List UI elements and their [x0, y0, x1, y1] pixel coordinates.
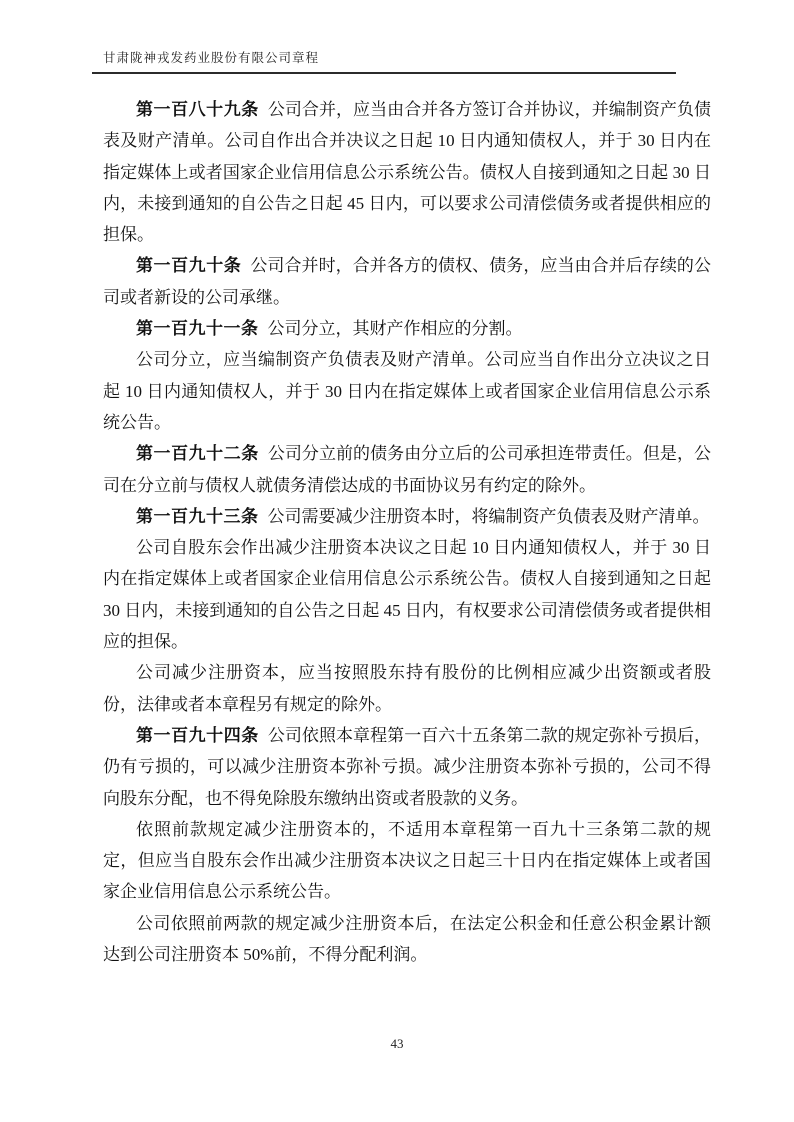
paragraph-text: 公司依照前两款的规定减少注册资本后，在法定公积金和任意公积金累计额达到公司注册资本 50%前，不得分配利润。 — [103, 913, 711, 965]
paragraph-text: 公司减少注册资本，应当按照股东持有股份的比例相应减少出资额或者股份，法律或者本章程另有规定的除外。 — [103, 663, 711, 714]
paragraph-text: 公司合并时，合并各方的债权、债务，应当由合并后存续的公司或者新设的公司承继。 — [103, 256, 711, 307]
paragraph-text: 依照前款规定减少注册资本的，不适用本章程第一百九十三条第二款的规定，但应当自股东会作出减少注册资本决议之日起三十日内在指定媒体上或者国家企业信用信息公示系统公告。 — [103, 819, 711, 902]
paragraph-text: 公司依照本章程第一百六十五条第二款的规定弥补亏损后，仍有亏损的，可以减少注册资本弥补亏损。减少注册资本弥补亏损的，公司不得向股东分配，也不得免除股东缴纳出资或者股款的义务。 — [103, 725, 711, 808]
body-paragraph — [103, 438, 711, 501]
page-number: 43 — [390, 1036, 404, 1051]
body-paragraph — [103, 657, 711, 720]
body-paragraph — [103, 344, 711, 438]
paragraph-text: 公司分立，应当编制资产负债表及财产清单。公司应当自作出分立决议之日起 10 日内通知债权人，并于 30 日内在指定媒体上或者国家企业信用信息公示系统公告。 — [103, 350, 711, 432]
article-number: 第一百九十三条 — [136, 506, 259, 526]
page-header — [92, 48, 676, 74]
body-paragraph — [103, 313, 711, 344]
paragraph-text: 公司自股东会作出减少注册资本决议之日起 10 日内通知债权人，并于 30 日内在指定媒体上或者国家企业信用信息公示系统公告。债权人自接到通知之日起 30 日内，未接到通知的自公告之日起 45 日内，有权要求公司清偿债务或者提供相应的担保。 — [103, 538, 711, 652]
body-paragraph — [103, 94, 711, 250]
body-paragraph — [103, 501, 711, 532]
article-number: 第一百九十四条 — [136, 725, 259, 745]
body-paragraph — [103, 532, 711, 657]
paragraph-text: 公司需要减少注册资本时，将编制资产负债表及财产清单。 — [267, 506, 710, 526]
paragraph-text: 公司合并，应当由合并各方签订合并协议，并编制资产负债表及财产清单。公司自作出合并决议之日起 10 日内通知债权人，并于 30 日内在指定媒体上或者国家企业信用信息公示系统公告。债权人自接到通知之日起 30 日内，未接到通知的自公告之日起 45 日内，可以要求公司清偿债务或者提供相应的担保。 — [103, 100, 711, 245]
article-number: 第一百九十一条 — [136, 319, 259, 339]
page-footer — [0, 1036, 794, 1052]
article-number: 第一百八十九条 — [136, 100, 259, 119]
body-paragraph — [103, 908, 711, 971]
article-number: 第一百九十二条 — [136, 444, 259, 464]
body-paragraph — [103, 250, 711, 313]
header-title: 甘肃陇神戎发药业股份有限公司章程 — [103, 51, 320, 65]
body-paragraph — [103, 814, 711, 908]
paragraph-text: 公司分立前的债务由分立后的公司承担连带责任。但是，公司在分立前与债权人就债务清偿达成的书面协议另有约定的除外。 — [103, 444, 711, 495]
body-paragraph — [103, 720, 711, 814]
article-number: 第一百九十条 — [136, 256, 242, 276]
document-body — [103, 94, 711, 970]
paragraph-text: 公司分立，其财产作相应的分割。 — [267, 319, 523, 339]
